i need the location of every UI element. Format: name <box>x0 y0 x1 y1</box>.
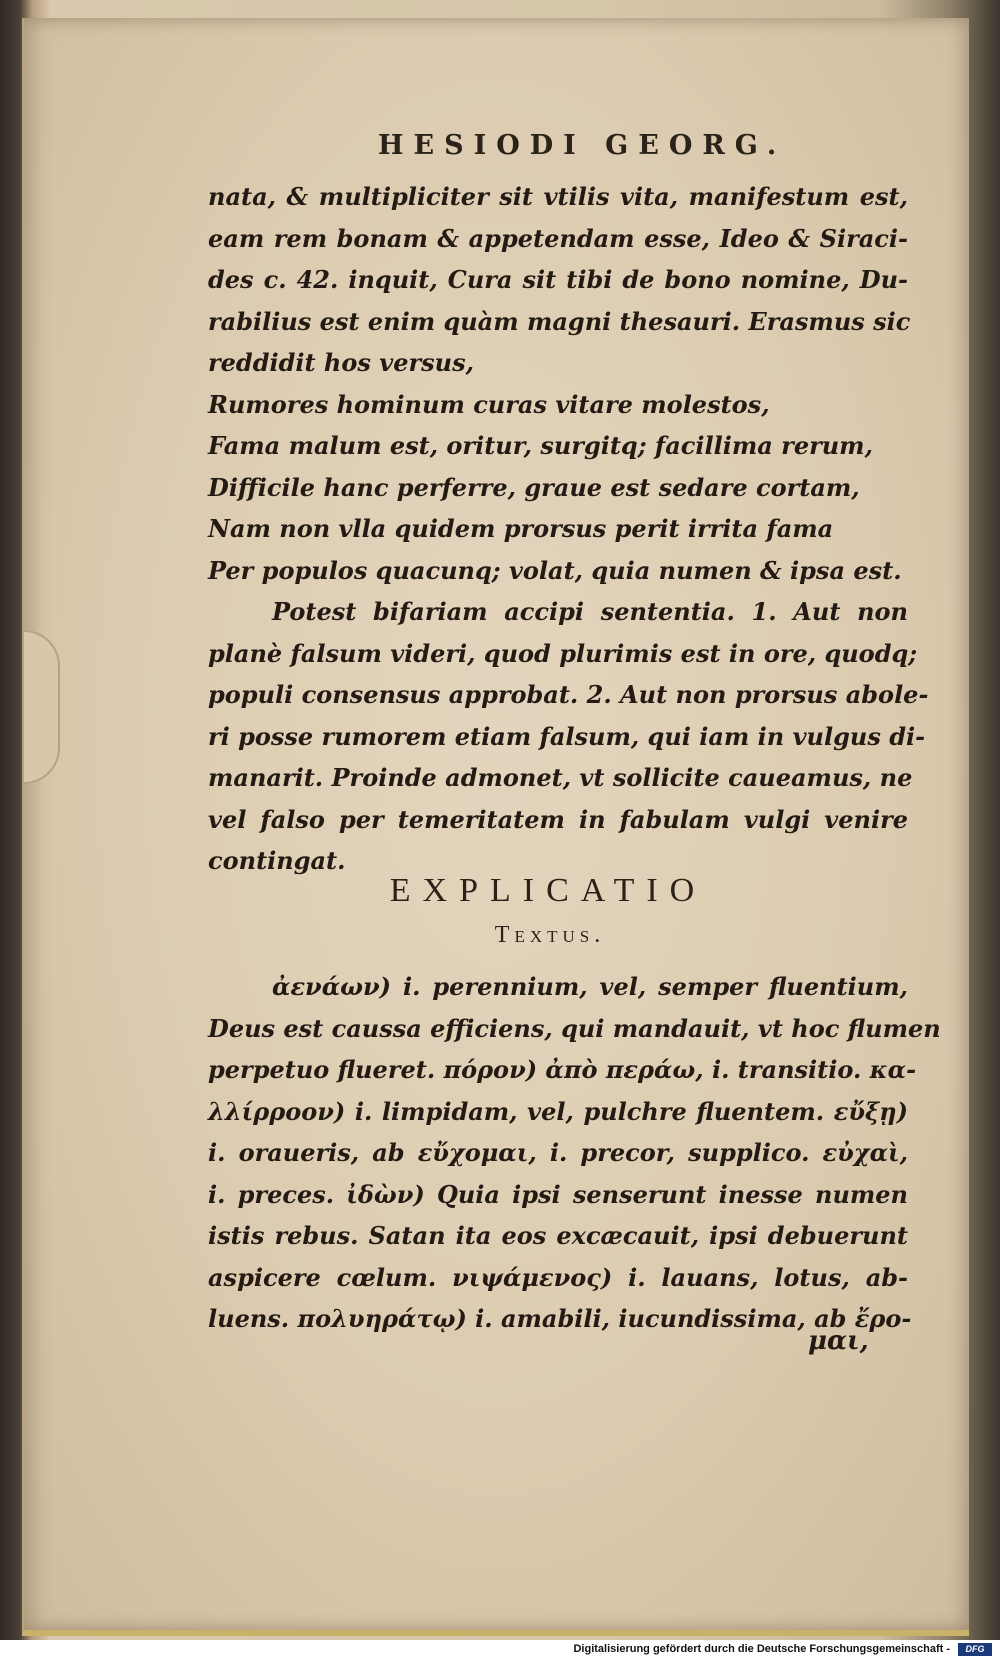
text-line: ἀενάων) i. perennium, vel, semper fluentium, <box>272 972 908 1001</box>
text-line: vel falso per temeritatem in fabulam vulgi venire <box>208 804 908 834</box>
funding-credit: Digitalisierung gefördert durch die Deutsche Forschungsgemeinschaft - <box>573 1643 950 1655</box>
text-line: populi consensus approbat. 2. Aut non prorsus abole- <box>208 680 929 709</box>
text-line: i. preces. ἰδὼν) Quia ipsi senserunt inesse numen <box>208 1179 908 1209</box>
text-line: perpetuo flueret. πόρον) ἀπὸ περάω, i. transitio. κα- <box>208 1055 917 1084</box>
text-line: manarit. Proinde admonet, vt sollicite caueamus, ne <box>208 763 913 792</box>
catchword: μαι, <box>808 1326 869 1356</box>
text-line: planè falsum videri, quod plurimis est in ore, quodq; <box>208 638 918 668</box>
text-line: rabilius est enim quàm magni thesauri. Erasmus sic <box>208 306 911 336</box>
text-line: luens. πολυηράτῳ) i. amabili, iucundissima, ab ἔρο- <box>208 1304 912 1333</box>
dfg-logo: DFG <box>958 1643 992 1656</box>
verse-line: Nam non vlla quidem prorsus perit irrita fama <box>208 514 834 543</box>
text-line: nata, & multipliciter sit vtilis vita, manifestum est, <box>208 182 908 211</box>
body-text-lower <box>208 966 941 1340</box>
text-line: des c. 42. inquit, Cura sit tibi de bono nomine, Du- <box>208 265 908 294</box>
page-tab <box>24 630 60 784</box>
verse-line: Rumores hominum curas vitare molestos, <box>208 389 770 419</box>
footer-bar <box>0 1640 1000 1660</box>
section-heading: EXPLICATIO <box>389 872 707 909</box>
sub-heading: Textus. <box>494 922 606 948</box>
text-line: contingat. <box>208 846 346 875</box>
text-line: λλίρροον) i. limpidam, vel, pulchre fluentem. εὔξῃ) <box>208 1096 908 1126</box>
body-text-upper <box>208 176 929 882</box>
text-line: i. oraueris, ab εὔχομαι, i. precor, supplico. εὐχαὶ, <box>208 1138 908 1167</box>
text-line: eam rem bonam & appetendam esse, Ideo & Siraci- <box>208 223 908 253</box>
text-line: Potest bifariam accipi sententia. 1. Aut non <box>272 597 908 626</box>
text-line: istis rebus. Satan ita eos excæcauit, ipsi debuerunt <box>208 1221 908 1250</box>
verse-line: Fama malum est, oritur, surgitq; facillima rerum, <box>208 431 873 460</box>
text-line: aspicere cœlum. νιψάμενος) i. lauans, lotus, ab- <box>208 1262 908 1292</box>
text-line: Deus est caussa efficiens, qui mandauit, vt hoc flumen <box>208 1013 941 1043</box>
verse-line: Difficile hanc perferre, graue est sedare cortam, <box>208 472 860 502</box>
running-head: HESIODI GEORG. <box>378 130 787 161</box>
text-line: reddidit hos versus, <box>208 348 474 377</box>
text-line: ri posse rumorem etiam falsum, qui iam in vulgus di- <box>208 721 926 751</box>
verse-line: Per populos quacunq; volat, quia numen & ipsa est. <box>208 555 902 585</box>
